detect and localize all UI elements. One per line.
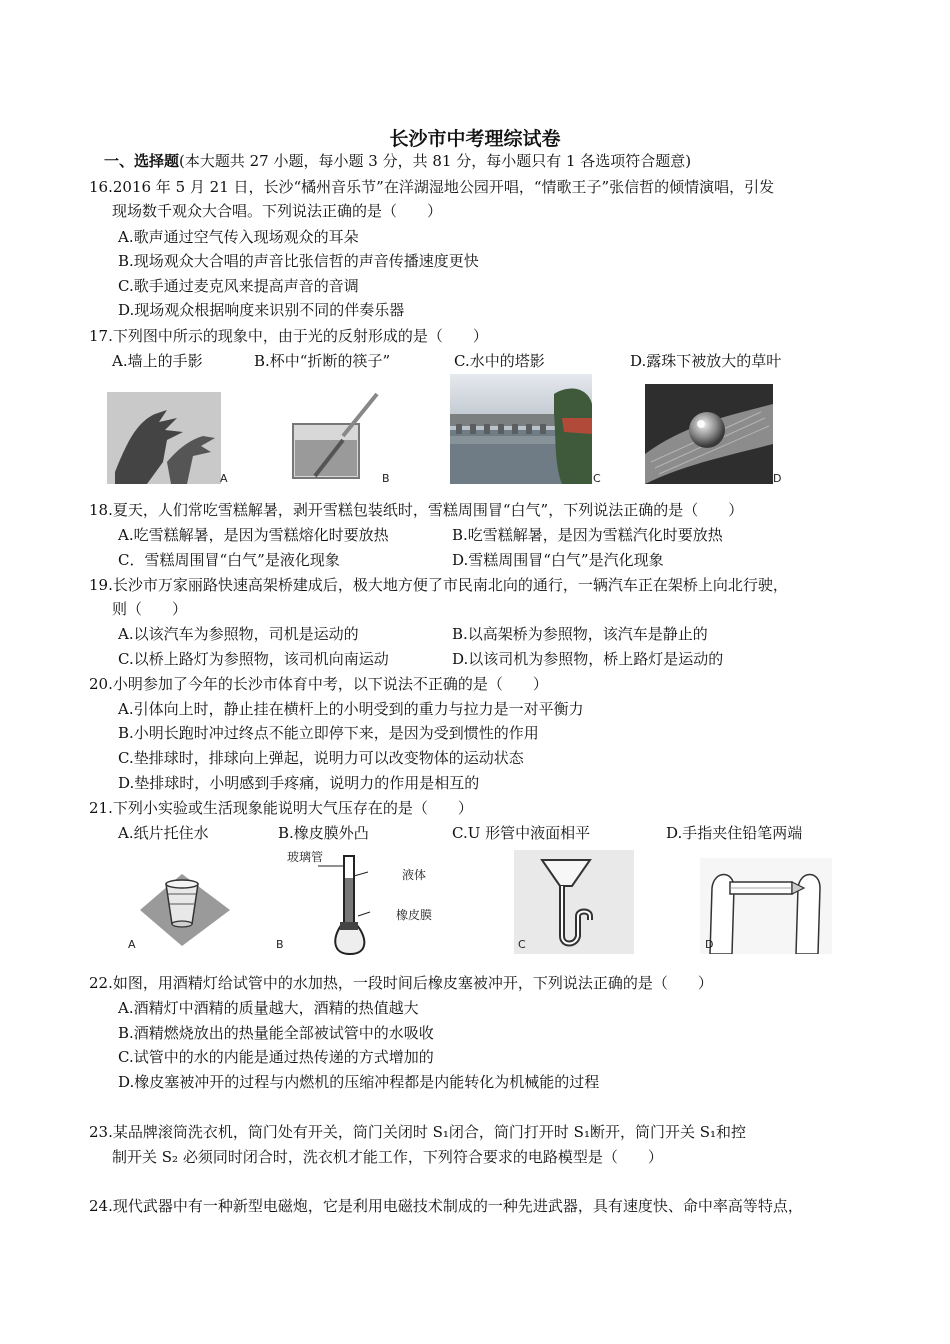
- q17-image-c-label: C: [593, 472, 601, 485]
- q21-option-b[interactable]: B.橡皮膜外凸: [278, 824, 369, 842]
- q22-option-d[interactable]: D.橡皮塞被冲开的过程与内燃机的压缩冲程都是内能转化为机械能的过程: [118, 1073, 600, 1091]
- section-note: (本大题共 27 小题，每小题 3 分，共 81 分，每小题只有 1 各选项符合题意): [179, 152, 692, 170]
- q21-option-d[interactable]: D.手指夹住铅笔两端: [666, 824, 803, 842]
- q18-option-c[interactable]: C．雪糕周围冒“白气”是液化现象: [118, 551, 340, 569]
- q16-option-d[interactable]: D.现场观众根据响度来识别不同的伴奏乐器: [118, 301, 405, 319]
- q16-option-a[interactable]: A.歌声通过空气传入现场观众的耳朵: [118, 228, 359, 246]
- glass-tube-label: 玻璃管: [287, 850, 324, 864]
- dewdrop-leaf-image: [645, 384, 773, 484]
- q16-option-c[interactable]: C.歌手通过麦克风来提高声音的音调: [118, 277, 359, 295]
- q21-image-a-label: A: [128, 938, 136, 951]
- q19-option-c[interactable]: C.以桥上路灯为参照物，该司机向南运动: [118, 650, 389, 668]
- rubber-membrane-label: 橡皮膜: [396, 908, 433, 922]
- q17-option-b[interactable]: B.杯中“折断的筷子”: [254, 352, 391, 370]
- fingers-pencil-image: [700, 858, 832, 954]
- q19-option-a[interactable]: A.以该汽车为参照物，司机是运动的: [118, 625, 359, 643]
- q19-stem-cont: 则（ ）: [112, 600, 188, 618]
- hand-shadow-image: [107, 392, 229, 484]
- q18-stem: 18.夏天，人们常吃雪糕解暑，剥开雪糕包装纸时，雪糕周围冒“白气”，下列说法正确的是（ ）: [89, 501, 744, 519]
- q21-option-c[interactable]: C.U 形管中液面相平: [452, 824, 591, 842]
- paper-water-cup-image: [126, 850, 244, 954]
- q23-stem-cont: 制开关 S₂ 必须同时闭合时，洗衣机才能工作，下列符合要求的电路模型是（ ）: [112, 1148, 663, 1166]
- q22-stem: 22.如图，用酒精灯给试管中的水加热，一段时间后橡皮塞被冲开，下列说法正确的是（ ）: [89, 974, 713, 992]
- q20-stem: 20.小明参加了今年的长沙市体育中考，以下说法不正确的是（ ）: [89, 675, 548, 693]
- page-title: 长沙市中考理综试卷: [389, 128, 561, 150]
- q21-image-b-label: B: [276, 938, 284, 951]
- q19-option-b[interactable]: B.以高架桥为参照物，该汽车是静止的: [452, 625, 708, 643]
- q20-option-d[interactable]: D.垫排球时，小明感到手疼痛，说明力的作用是相互的: [118, 774, 480, 792]
- q21-image-d-label: D: [705, 938, 714, 951]
- q17-option-d[interactable]: D.露珠下被放大的草叶: [630, 352, 782, 370]
- q16-option-b[interactable]: B.现场观众大合唱的声音比张信哲的声音传播速度更快: [118, 252, 479, 270]
- section-label: 一、选择题: [104, 152, 180, 170]
- q21-option-a[interactable]: A.纸片托住水: [118, 824, 209, 842]
- q21-stem: 21.下列小实验或生活现象能说明大气压存在的是（ ）: [89, 799, 473, 817]
- cup-chopstick-image: [285, 390, 393, 484]
- q18-option-b[interactable]: B.吃雪糕解暑，是因为雪糕汽化时要放热: [452, 526, 723, 544]
- q22-option-c[interactable]: C.试管中的水的内能是通过热传递的方式增加的: [118, 1048, 434, 1066]
- q17-image-a-label: A: [220, 472, 228, 485]
- q17-option-c[interactable]: C.水中的塔影: [454, 352, 545, 370]
- q20-option-b[interactable]: B.小明长跑时冲过终点不能立即停下来，是因为受到惯性的作用: [118, 724, 539, 742]
- q20-option-a[interactable]: A.引体向上时，静止挂在横杆上的小明受到的重力与拉力是一对平衡力: [118, 700, 584, 718]
- q19-stem: 19.长沙市万家丽路快速高架桥建成后，极大地方便了市民南北向的通行，一辆汽车正在架桥上向北行驶，: [89, 576, 788, 594]
- q23-stem: 23.某品牌滚筒洗衣机，筒门处有开关，筒门关闭时 S₁闭合，筒门打开时 S₁断开，筒门开关 S₁和控: [89, 1123, 747, 1141]
- q16-stem-cont: 现场数千观众大合唱。下列说法正确的是（ ）: [112, 202, 443, 220]
- bridge-reflection-image: [450, 374, 592, 484]
- q21-image-c-label: C: [518, 938, 526, 951]
- q24-stem: 24.现代武器中有一种新型电磁炮，它是利用电磁技术制成的一种先进武器，具有速度快、命中率高等特点，: [89, 1197, 803, 1215]
- section-header: [104, 152, 691, 170]
- q17-stem: 17.下列图中所示的现象中，由于光的反射形成的是（ ）: [89, 327, 488, 345]
- liquid-label: 液体: [402, 868, 427, 882]
- q18-option-a[interactable]: A.吃雪糕解暑，是因为雪糕熔化时要放热: [118, 526, 389, 544]
- q22-option-b[interactable]: B.酒精燃烧放出的热量能全部被试管中的水吸收: [118, 1024, 434, 1042]
- q17-image-b-label: B: [382, 472, 390, 485]
- q22-option-a[interactable]: A.酒精灯中酒精的质量越大，酒精的热值越大: [118, 999, 419, 1017]
- q16-stem: 16.2016 年 5 月 21 日，长沙“橘州音乐节”在洋湖湿地公园开唱，“情歌王子”张信哲的倾情演唱，引发: [89, 178, 775, 196]
- q17-image-d-label: D: [773, 472, 782, 485]
- q19-option-d[interactable]: D.以该司机为参照物，桥上路灯是运动的: [452, 650, 724, 668]
- q18-option-d[interactable]: D.雪糕周围冒“白气”是汽化现象: [452, 551, 664, 569]
- u-tube-image: [514, 850, 634, 954]
- q17-option-a[interactable]: A.墙上的手影: [112, 352, 203, 370]
- q20-option-c[interactable]: C.垫排球时，排球向上弹起，说明力可以改变物体的运动状态: [118, 749, 524, 767]
